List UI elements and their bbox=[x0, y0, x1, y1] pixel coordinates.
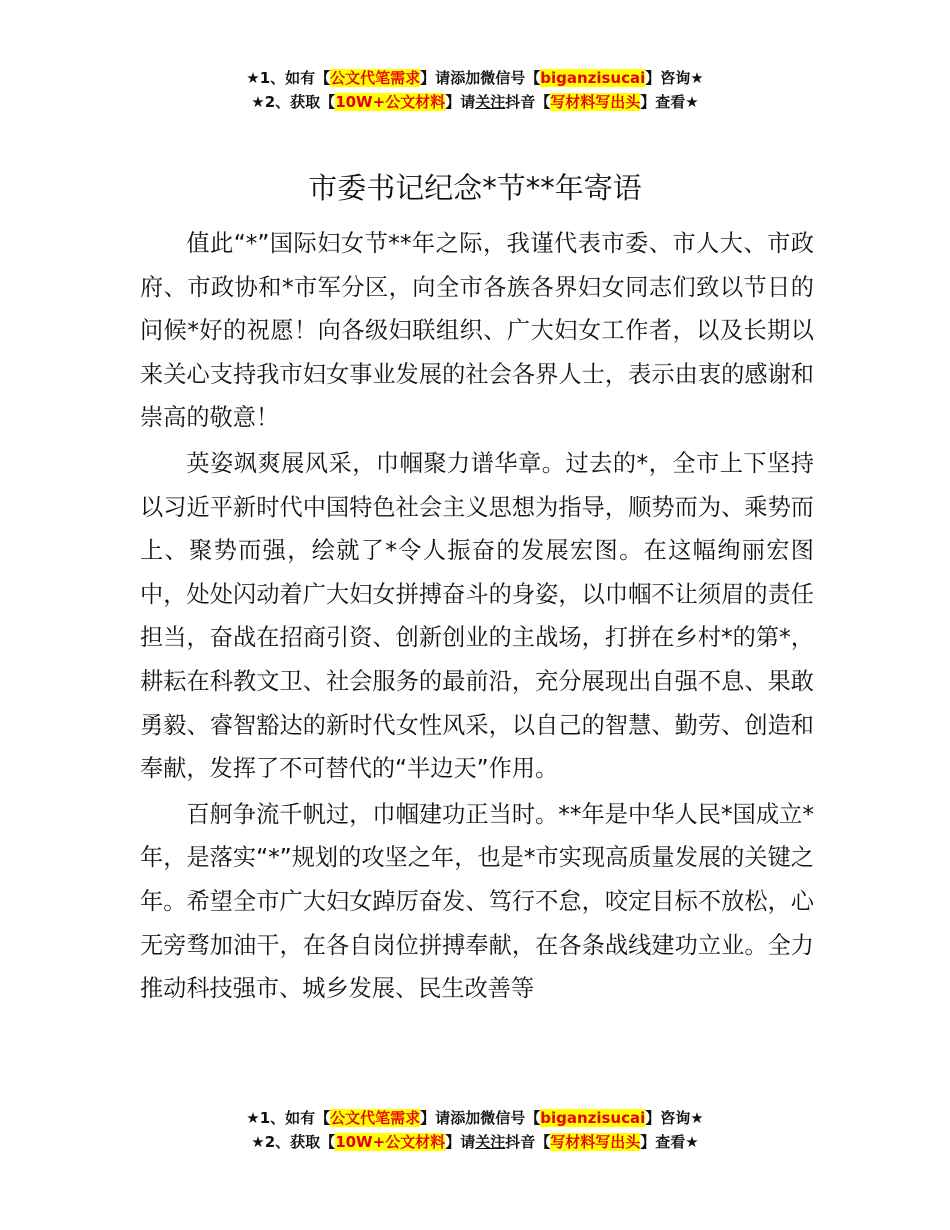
ad-line1-mid2: 微信号【 bbox=[480, 69, 541, 87]
ad-service-highlight: 公文代笔需求 bbox=[330, 69, 421, 87]
ad-wechat-highlight: biganzisucai bbox=[540, 69, 646, 87]
paragraph-2: 英姿飒爽展风采，巾帼聚力谱华章。过去的*，全市上下坚持以习近平新时代中国特色社会主义思想为指导，顺势而为、乘势而上、聚势而强，绘就了*令人振奋的发展宏图。在这幅绚丽宏图中，处处闪动着广大妇女拼搏奋斗的身姿，以巾帼不让须眉的责任担当，奋战在招商引资、创新创业的主战场，打拼在乡村*的第*，耕耘在科教文卫、社会服务的最前沿，充分展现出自强不息、果敢勇毅、睿智豁达的新时代女性风采，以自己的智慧、勤劳、创造和奉献，发挥了不可替代的“半边天”作用。 bbox=[140, 449, 814, 783]
document-body bbox=[140, 222, 814, 1013]
ad-line1-suffix: 】咨询★ bbox=[645, 1109, 704, 1127]
ad-line2-suffix: 】查看★ bbox=[640, 1133, 699, 1151]
ad-line2-suffix: 】查看★ bbox=[640, 93, 699, 111]
paragraph-1: 值此“*”国际妇女节**年之际，我谨代表市委、市人大、市政府、市政协和*市军分区，向全市各族各界妇女同志们致以节日的问候*好的祝愿！向各级妇联组织、广大妇女工作者，以及长期以来关心支持我市妇女事业发展的社会各界人士，表示由衷的感谢和崇高的敬意！ bbox=[140, 230, 814, 432]
ad-add-word: 添加 bbox=[450, 69, 481, 87]
header-ad-banner bbox=[0, 66, 950, 114]
ad-line2-mid2: 抖音【 bbox=[505, 93, 551, 111]
document-title: 市委书记纪念*节**年寄语 bbox=[308, 171, 642, 205]
ad-line1-mid1: 】请 bbox=[420, 1109, 451, 1127]
footer-ad-banner bbox=[0, 1106, 950, 1154]
header-ad-line-1 bbox=[0, 66, 950, 90]
header-ad-line-2 bbox=[0, 90, 950, 114]
ad-line2-mid1: 】请 bbox=[445, 1133, 476, 1151]
footer-ad-line-1 bbox=[0, 1106, 950, 1130]
ad-materials-highlight: 10W+公文材料 bbox=[335, 93, 446, 111]
footer-ad-line-2 bbox=[0, 1130, 950, 1154]
ad-line1-prefix: ★1、如有【 bbox=[246, 69, 331, 87]
ad-line2-prefix: ★2、获取【 bbox=[251, 93, 336, 111]
ad-materials-highlight: 10W+公文材料 bbox=[335, 1133, 446, 1151]
ad-line1-mid2: 微信号【 bbox=[480, 1109, 541, 1127]
ad-wechat-highlight: biganzisucai bbox=[540, 1109, 646, 1127]
ad-service-highlight: 公文代笔需求 bbox=[330, 1109, 421, 1127]
ad-account-highlight: 写材料写出头 bbox=[550, 93, 641, 111]
ad-follow-word: 关注 bbox=[475, 1133, 506, 1151]
ad-add-word: 添加 bbox=[450, 1109, 481, 1127]
ad-line2-prefix: ★2、获取【 bbox=[251, 1133, 336, 1151]
ad-line2-mid2: 抖音【 bbox=[505, 1133, 551, 1151]
paragraph-3: 百舸争流千帆过，巾帼建功正当时。**年是中华人民*国成立*年，是落实“*”规划的攻坚之年，也是*市实现高质量发展的关键之年。希望全市广大妇女踔厉奋发、笃行不怠，咬定目标不放松，心无旁骛加油干，在各自岗位拼搏奉献，在各条战线建功立业。全力推动科技强市、城乡发展、民生改善等 bbox=[140, 800, 814, 1003]
ad-follow-word: 关注 bbox=[475, 93, 506, 111]
ad-line1-suffix: 】咨询★ bbox=[645, 69, 704, 87]
ad-account-highlight: 写材料写出头 bbox=[550, 1133, 641, 1151]
ad-line1-mid1: 】请 bbox=[420, 69, 451, 87]
ad-line1-prefix: ★1、如有【 bbox=[246, 1109, 331, 1127]
ad-line2-mid1: 】请 bbox=[445, 93, 476, 111]
